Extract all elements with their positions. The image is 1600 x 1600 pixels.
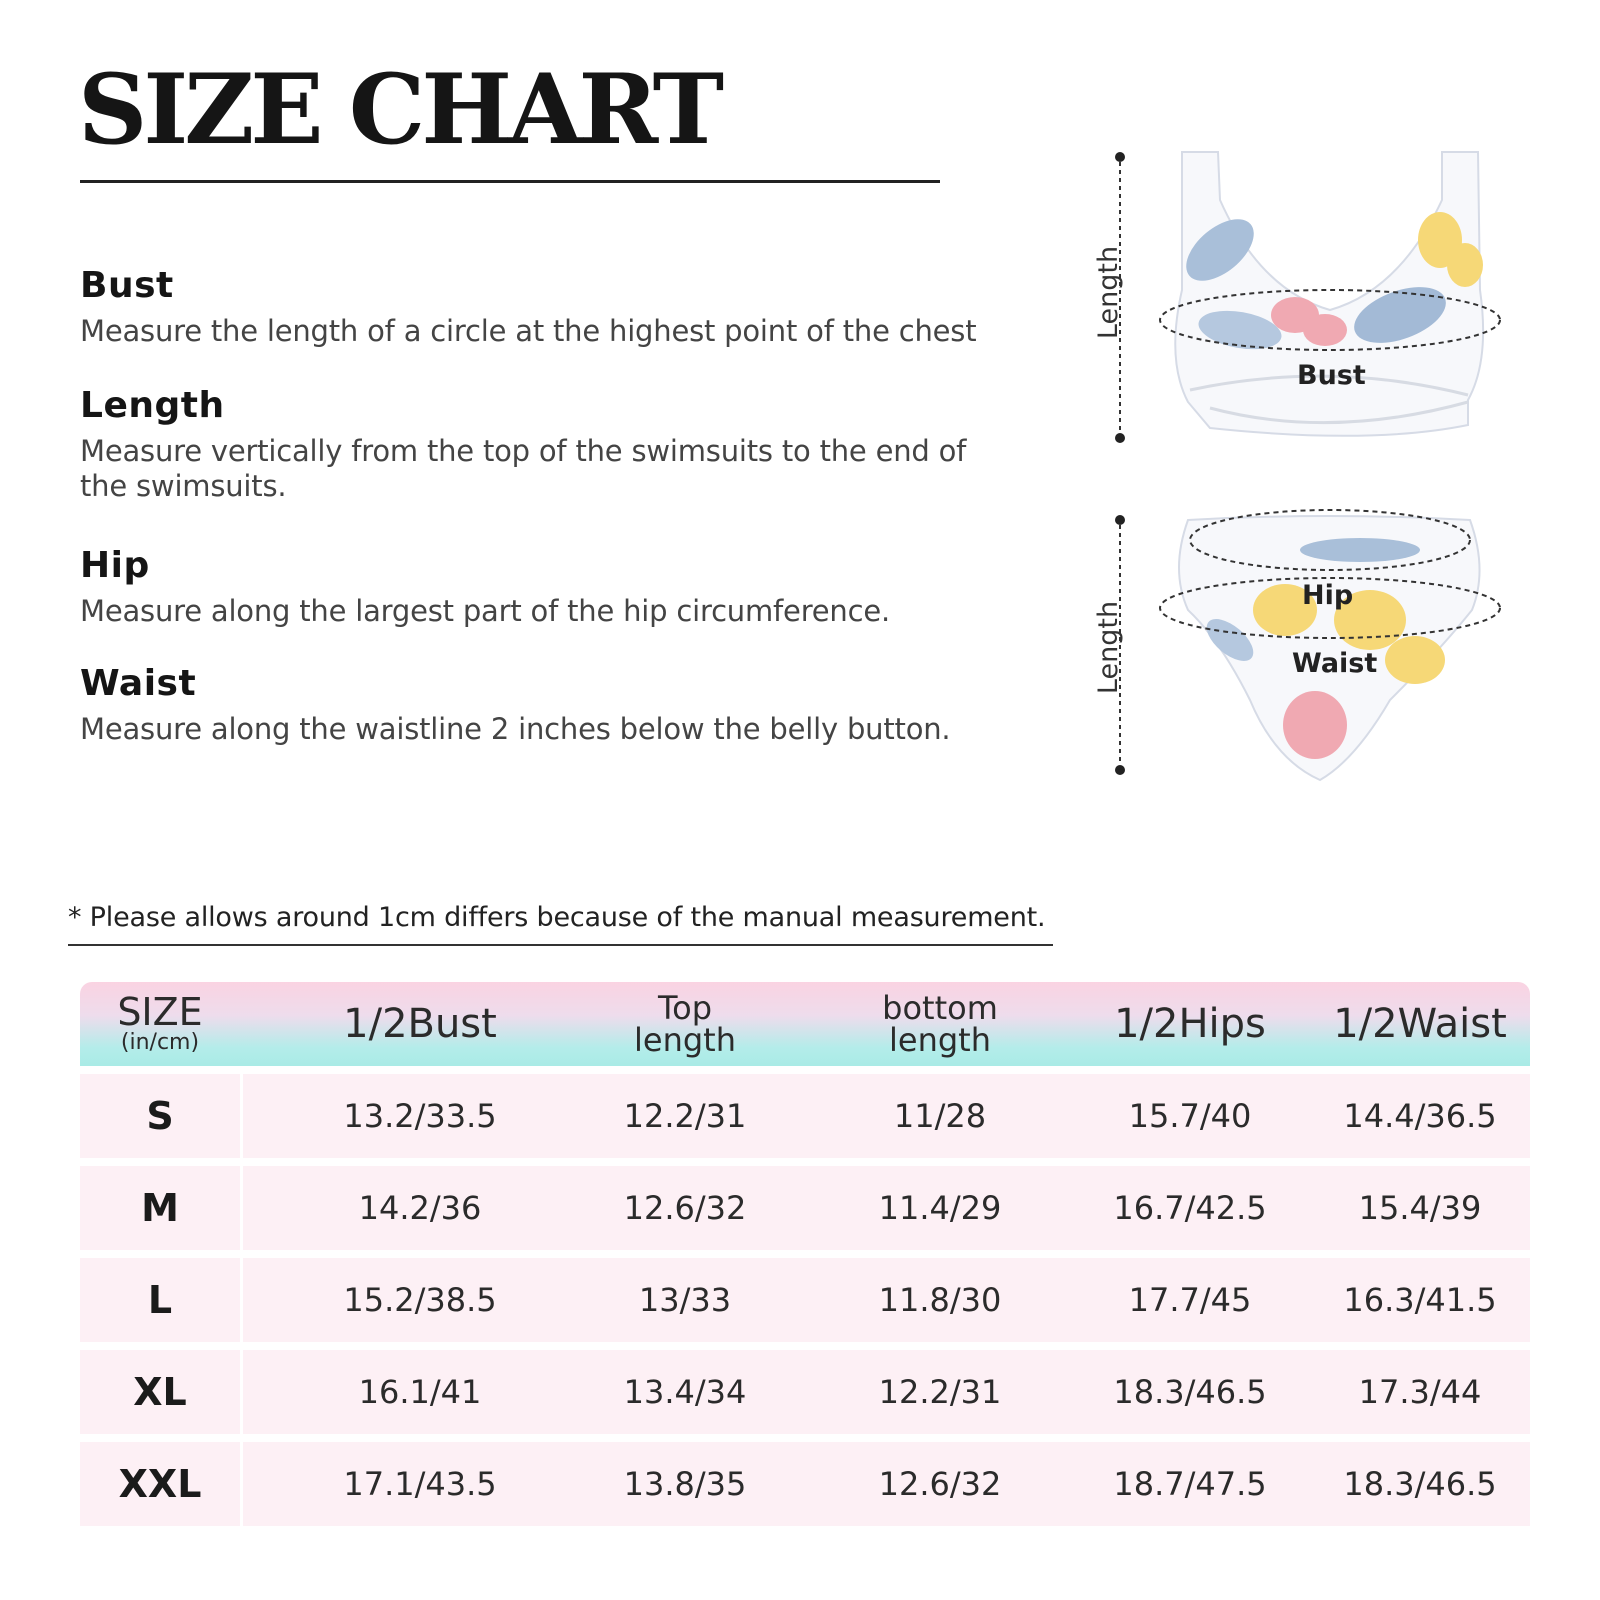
table-row [80, 1074, 1530, 1158]
hip-label: Hip [1302, 580, 1354, 611]
cell-hips: 16.7/42.5 [1113, 1189, 1267, 1227]
bikini-top-icon [1160, 152, 1500, 436]
definition-term: Bust [80, 265, 174, 306]
cell-hips: 18.7/47.5 [1113, 1465, 1267, 1503]
note-divider [68, 944, 1053, 946]
header-top-length [575, 982, 795, 1066]
measurement-note: * Please allows around 1cm differs because of the manual measurement. [68, 902, 1046, 933]
size-cell: S [80, 1074, 240, 1158]
cell-waist: 18.3/46.5 [1343, 1465, 1497, 1503]
cell-top-length: 12.6/32 [623, 1189, 747, 1227]
page-title: SIZE CHART [78, 53, 721, 166]
cell-bust: 14.2/36 [358, 1189, 482, 1227]
cell-top-length: 13.4/34 [623, 1373, 747, 1411]
size-table [80, 982, 1530, 1506]
header-bottom-length-line1: bottom [882, 989, 998, 1027]
cell-bust: 16.1/41 [358, 1373, 482, 1411]
cell-hips: 18.3/46.5 [1113, 1373, 1267, 1411]
cell-bust: 15.2/38.5 [343, 1281, 497, 1319]
header-bottom-length-line2: length [889, 1021, 991, 1059]
bikini-bottom-icon [1160, 510, 1500, 780]
definition-hip [80, 545, 891, 629]
bottom-length-label: Length [1093, 600, 1125, 695]
title-divider [80, 180, 940, 183]
definition-term: Length [80, 385, 225, 426]
measurement-cells [243, 1442, 1530, 1526]
header-top-length-line1: Top [658, 989, 712, 1027]
cell-bottom-length: 11.8/30 [878, 1281, 1002, 1319]
header-bottom-length [830, 982, 1050, 1066]
table-row [80, 1166, 1530, 1250]
header-size [80, 982, 240, 1066]
measurement-cells [243, 1350, 1530, 1434]
swimsuit-illustration [1070, 140, 1540, 820]
bust-label: Bust [1297, 360, 1366, 391]
header-waist: 1/2Waist [1333, 1001, 1507, 1047]
definition-text: Measure the length of a circle at the highest point of the chest [80, 314, 977, 348]
top-length-label: Length [1093, 245, 1125, 340]
cell-bust: 13.2/33.5 [343, 1097, 497, 1135]
cell-waist: 15.4/39 [1358, 1189, 1482, 1227]
definition-waist [80, 663, 951, 747]
cell-top-length: 12.2/31 [623, 1097, 747, 1135]
definition-length [80, 385, 980, 504]
size-cell: XXL [80, 1442, 240, 1526]
cell-waist: 17.3/44 [1358, 1373, 1482, 1411]
cell-hips: 17.7/45 [1128, 1281, 1252, 1319]
cell-top-length: 13.8/35 [623, 1465, 747, 1503]
definition-term: Hip [80, 545, 150, 586]
table-row [80, 1258, 1530, 1342]
cell-top-length: 13/33 [638, 1281, 732, 1319]
measurement-cells [243, 1074, 1530, 1158]
header-size-unit: (in/cm) [120, 1030, 200, 1055]
definition-term: Waist [80, 663, 197, 704]
cell-waist: 16.3/41.5 [1343, 1281, 1497, 1319]
size-cell: M [80, 1166, 240, 1250]
garment-diagram [1070, 140, 1540, 820]
size-cell: L [80, 1258, 240, 1342]
cell-bottom-length: 11.4/29 [878, 1189, 1002, 1227]
table-header [80, 982, 1530, 1066]
waist-label: Waist [1292, 648, 1378, 679]
header-top-length-line2: length [634, 1021, 736, 1059]
table-row [80, 1350, 1530, 1434]
cell-bottom-length: 12.2/31 [878, 1373, 1002, 1411]
table-row [80, 1442, 1530, 1526]
cell-bust: 17.1/43.5 [343, 1465, 497, 1503]
definition-text: Measure along the largest part of the hip circumference. [80, 594, 891, 628]
definition-text: Measure vertically from the top of the swimsuits to the end of the swimsuits. [80, 434, 967, 503]
cell-waist: 14.4/36.5 [1343, 1097, 1497, 1135]
definition-bust [80, 265, 977, 349]
measurement-cells [243, 1258, 1530, 1342]
definition-text: Measure along the waistline 2 inches below the belly button. [80, 712, 951, 746]
header-hips: 1/2Hips [1114, 1001, 1266, 1047]
header-size-label: SIZE [117, 990, 203, 1034]
cell-bottom-length: 11/28 [893, 1097, 987, 1135]
size-cell: XL [80, 1350, 240, 1434]
cell-bottom-length: 12.6/32 [878, 1465, 1002, 1503]
header-bust: 1/2Bust [343, 1001, 497, 1047]
measurement-cells [243, 1166, 1530, 1250]
cell-hips: 15.7/40 [1128, 1097, 1252, 1135]
